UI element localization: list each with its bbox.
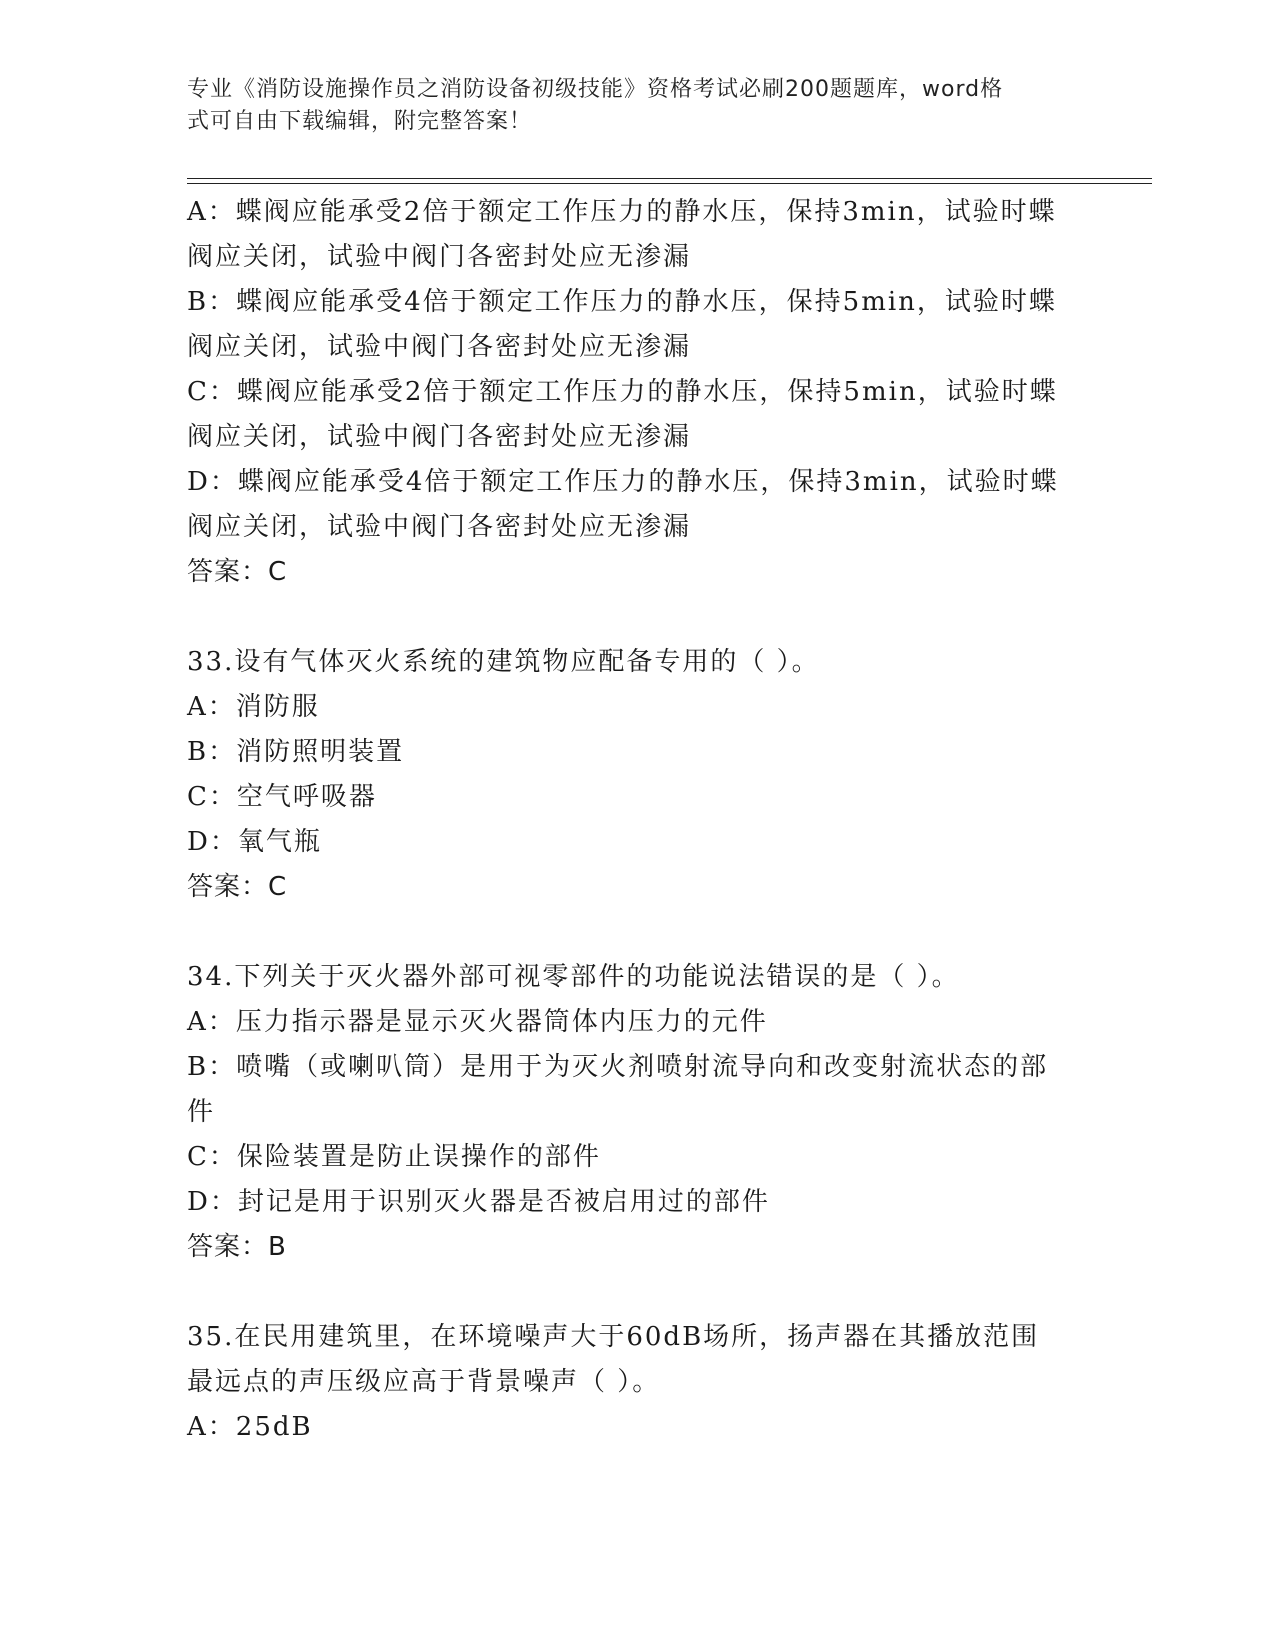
question-32 xyxy=(187,190,1087,595)
question-35 xyxy=(187,1315,1087,1450)
question-35-stem-line-1: 35.在民用建筑里，在环境噪声大于60dB场所，扬声器在其播放范围 xyxy=(187,1322,1040,1352)
header-divider-top xyxy=(187,178,1152,179)
spacer xyxy=(187,1270,1087,1315)
answer-34: 答案：B xyxy=(187,1232,287,1262)
option-a: A：25dB xyxy=(187,1412,313,1442)
option-c: C：空气呼吸器 xyxy=(187,782,377,812)
option-b-line-1: B：蝶阀应能承受4倍于额定工作压力的静水压，保持5min，试验时蝶 xyxy=(187,287,1057,317)
question-33 xyxy=(187,640,1087,910)
option-a: A：压力指示器是显示灭火器筒体内压力的元件 xyxy=(187,1007,768,1037)
option-a-line-2: 阀应关闭，试验中阀门各密封处应无渗漏 xyxy=(187,242,692,272)
option-d-line-1: D：蝶阀应能承受4倍于额定工作压力的静水压，保持3min，试验时蝶 xyxy=(187,467,1059,497)
question-33-stem: 33.设有气体灭火系统的建筑物应配备专用的（ ）。 xyxy=(187,647,820,677)
option-d: D：封记是用于识别灭火器是否被启用过的部件 xyxy=(187,1187,770,1217)
option-c: C：保险装置是防止误操作的部件 xyxy=(187,1142,601,1172)
option-b: B：消防照明装置 xyxy=(187,737,405,767)
answer-33: 答案：C xyxy=(187,872,288,902)
option-a: A：消防服 xyxy=(187,692,320,722)
option-c-line-1: C：蝶阀应能承受2倍于额定工作压力的静水压，保持5min，试验时蝶 xyxy=(187,377,1058,407)
option-a-line-1: A：蝶阀应能承受2倍于额定工作压力的静水压，保持3min，试验时蝶 xyxy=(187,197,1057,227)
spacer xyxy=(187,595,1087,640)
header-line-1: 专业《消防设施操作员之消防设备初级技能》资格考试必刷200题题库，word格 xyxy=(187,77,1004,102)
question-34 xyxy=(187,955,1087,1270)
header-divider-bottom xyxy=(187,183,1152,184)
document-header xyxy=(187,74,1067,138)
option-d-line-2: 阀应关闭，试验中阀门各密封处应无渗漏 xyxy=(187,512,692,542)
option-d: D：氧气瓶 xyxy=(187,827,322,857)
question-body xyxy=(187,190,1087,1450)
option-b-line-2: 阀应关闭，试验中阀门各密封处应无渗漏 xyxy=(187,332,692,362)
question-34-stem: 34.下列关于灭火器外部可视零部件的功能说法错误的是（ ）。 xyxy=(187,962,960,992)
question-35-stem-line-2: 最远点的声压级应高于背景噪声（ ）。 xyxy=(187,1367,661,1397)
header-line-2: 式可自由下载编辑，附完整答案！ xyxy=(187,109,533,134)
option-c-line-2: 阀应关闭，试验中阀门各密封处应无渗漏 xyxy=(187,422,692,452)
option-b-line-1: B：喷嘴（或喇叭筒）是用于为灭火剂喷射流导向和改变射流状态的部 xyxy=(187,1052,1049,1082)
option-b-line-2: 件 xyxy=(187,1097,216,1127)
spacer xyxy=(187,910,1087,955)
answer-32: 答案：C xyxy=(187,557,288,587)
